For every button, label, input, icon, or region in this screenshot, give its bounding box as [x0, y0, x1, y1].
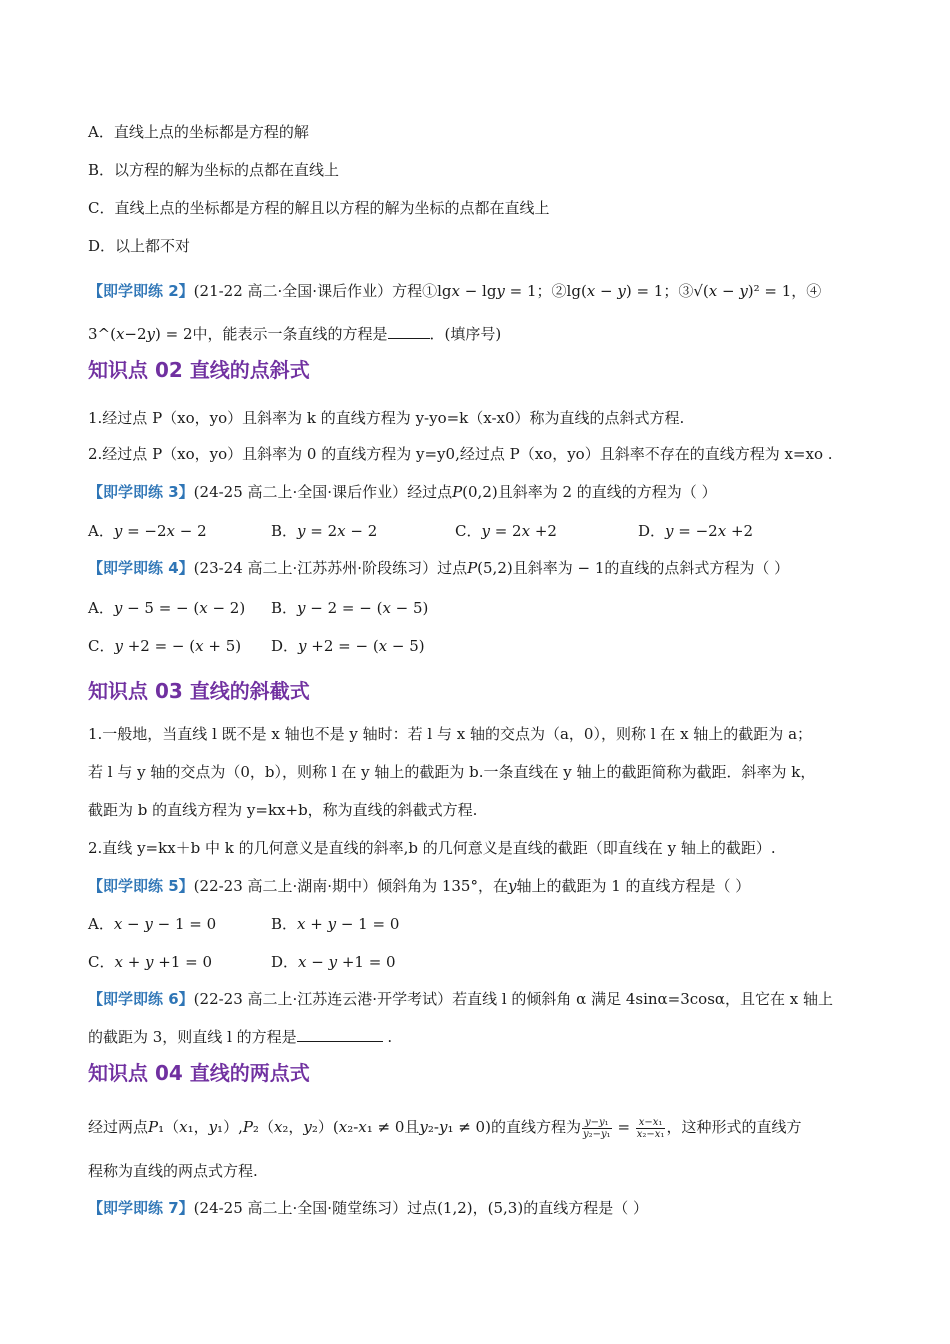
k4-text: ，这种形式的直线方 — [666, 1118, 802, 1136]
exercise-tag: 【即学即练 6】 — [88, 990, 194, 1008]
exercise-text: (24-25 高二上·全国·随堂练习）过点(1,2)，(5,3)的直线方程是（ ） — [193, 1199, 648, 1217]
equals-sign: = — [612, 1118, 635, 1136]
k4-text: 经过两点𝑃₁（𝑥₁，𝑦₁）,𝑃₂（𝑥₂，𝑦₂）(𝑥₂-𝑥₁ ≠ 0且𝑦₂-𝑦₁ ≠ 0)的直线方程为 — [88, 1118, 581, 1136]
ex3-option-c: C．𝑦 = 2𝑥 +2 — [455, 522, 557, 540]
exercise-tag: 【即学即练 4】 — [88, 559, 194, 577]
exercise-text: 3^(𝑥−2𝑦) = 2中，能表示一条直线的方程是 — [88, 325, 388, 343]
ex3-option-b: B．𝑦 = 2𝑥 − 2 — [271, 522, 378, 540]
exercise-4 — [88, 557, 890, 579]
exercise-5 — [88, 875, 890, 897]
exercise-2-line-1 — [88, 280, 890, 302]
fraction-x: $\frac{\text{𝑥−𝑥₁}}{\text{𝑥₂−𝑥₁}}$ — [636, 1116, 665, 1140]
k2-paragraph-1: 1.经过点 P（xo，yo）且斜率为 k 的直线方程为 y-yo=k（x-x0）称为直线的点斜式方程. — [88, 409, 685, 427]
ex5-option-b: B．𝑥 + 𝑦 − 1 = 0 — [271, 915, 400, 933]
ex5-option-c: C．𝑥 + 𝑦 +1 = 0 — [88, 953, 213, 971]
exercise-7 — [88, 1197, 890, 1219]
ex5-option-a: A．𝑥 − 𝑦 − 1 = 0 — [88, 915, 217, 933]
ex5-option-d: D．𝑥 − 𝑦 +1 = 0 — [271, 953, 396, 971]
q1-option-c: C．直线上点的坐标都是方程的解且以方程的解为坐标的点都在直线上 — [88, 199, 550, 217]
exercise-2-line-2 — [88, 323, 890, 345]
section-heading-03: 知识点 03 直线的斜截式 — [88, 679, 310, 703]
exercise-text: 的截距为 3，则直线 l 的方程是 — [88, 1028, 297, 1046]
k4-paragraph-2: 程称为直线的两点式方程. — [88, 1162, 258, 1180]
ex4-option-d: D．𝑦 +2 = − (𝑥 − 5) — [271, 637, 425, 655]
q1-option-a: A．直线上点的坐标都是方程的解 — [88, 123, 309, 141]
fraction-y: $\frac{\text{𝑦−𝑦₁}}{\text{𝑦₂−𝑦₁}}$ — [582, 1116, 611, 1140]
q1-option-d: D．以上都不对 — [88, 237, 191, 255]
exercise-6-line-1 — [88, 988, 890, 1010]
exercise-text: (22-23 高二上·江苏连云港·开学考试）若直线 l 的倾斜角 α 满足 4sinα=3cosα，且它在 x 轴上 — [193, 990, 834, 1008]
exercise-tag: 【即学即练 2】 — [88, 282, 194, 300]
q1-option-b: B．以方程的解为坐标的点都在直线上 — [88, 161, 340, 179]
exercise-tag: 【即学即练 7】 — [88, 1199, 194, 1217]
k3-paragraph-1b: 若 l 与 y 轴的交点为（0，b），则称 l 在 y 轴上的截距为 b.一条直线在 y 轴上的截距简称为截距．斜率为 k， — [88, 763, 816, 781]
k2-paragraph-2: 2.经过点 P（xo，yo）且斜率为 0 的直线方程为 y=y0,经过点 P（xo，yo）且斜率不存在的直线方程为 x=xo . — [88, 445, 833, 463]
exercise-3 — [88, 481, 890, 503]
exercise-text: (23-24 高二上·江苏苏州·阶段练习）过点𝑃(5,2)且斜率为 − 1的直线的点斜式方程为（ ） — [193, 559, 790, 577]
k3-paragraph-1c: 截距为 b 的直线方程为 y=kx+b，称为直线的斜截式方程. — [88, 801, 478, 819]
k3-paragraph-1a: 1.一般地，当直线 l 既不是 x 轴也不是 y 轴时：若 l 与 x 轴的交点为（a，0），则称 l 在 x 轴上的截距为 a； — [88, 725, 813, 743]
exercise-text: (21-22 高二·全国·课后作业）方程①lg𝑥 − lg𝑦 = 1；②lg(𝑥 − 𝑦) = 1；③√(𝑥 − 𝑦)² = 1，④ — [193, 282, 822, 300]
exercise-text: . — [382, 1028, 393, 1046]
exercise-text: (22-23 高二上·湖南·期中）倾斜角为 135°，在𝑦轴上的截距为 1 的直线方程是（ ） — [193, 877, 751, 895]
exercise-tag: 【即学即练 5】 — [88, 877, 194, 895]
ex4-option-a: A．𝑦 − 5 = − (𝑥 − 2) — [88, 599, 246, 617]
ex3-option-d: D．𝑦 = −2𝑥 +2 — [638, 522, 754, 540]
exercise-6-line-2 — [88, 1026, 890, 1048]
section-heading-04: 知识点 04 直线的两点式 — [88, 1061, 310, 1085]
k4-paragraph-1 — [88, 1114, 890, 1140]
exercise-text: ．(填序号) — [429, 325, 502, 343]
exercise-tag: 【即学即练 3】 — [88, 483, 194, 501]
section-heading-02: 知识点 02 直线的点斜式 — [88, 358, 310, 382]
k3-paragraph-2: 2.直线 y=kx＋b 中 k 的几何意义是直线的斜率,b 的几何意义是直线的截距（即直线在 y 轴上的截距）. — [88, 839, 776, 857]
ex3-option-a: A．𝑦 = −2𝑥 − 2 — [88, 522, 207, 540]
answer-blank — [388, 324, 430, 339]
exercise-text: (24-25 高二上·全国·课后作业）经过点𝑃(0,2)且斜率为 2 的直线的方程为（ ） — [193, 483, 717, 501]
ex4-option-c: C．𝑦 +2 = − (𝑥 + 5) — [88, 637, 242, 655]
ex4-option-b: B．𝑦 − 2 = − (𝑥 − 5) — [271, 599, 429, 617]
answer-blank — [297, 1027, 383, 1042]
